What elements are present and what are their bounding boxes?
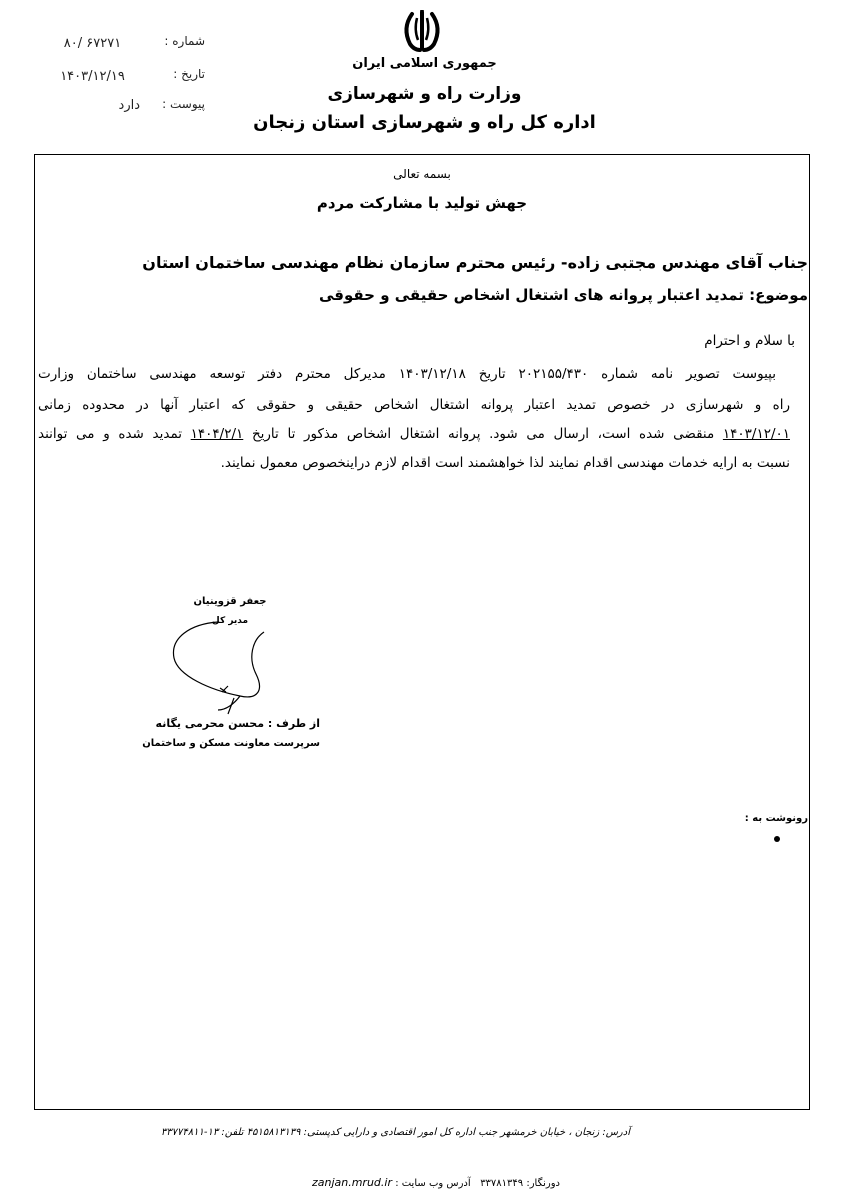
iran-emblem-icon [398, 8, 446, 54]
body-line-3 [38, 426, 790, 442]
office-name: اداره کل راه و شهرسازی استان زنجان [253, 112, 596, 133]
ministry-name: وزارت راه و شهرسازی [327, 84, 522, 104]
signer-name: جعفر قزوینیان [193, 596, 267, 607]
country-name: جمهوری اسلامی ایران [352, 56, 497, 71]
extension-date: ۱۴۰۴/۲/۱ [190, 426, 244, 442]
footer-address: آدرس: زنجان ، خیابان خرمشهر جنب اداره کل امور اقتصادی و دارایی کدپستی: ۴۵۱۵۸۱۳۱۳۹ تلفن: ۱۳-۳۳۷۷۴۸۱۱ [160, 1127, 630, 1138]
date-label: تاریخ : [173, 67, 205, 81]
footer-fax: دورنگار: ۳۳۷۸۱۳۴۹ [480, 1178, 560, 1189]
footer-web-row [250, 1176, 560, 1189]
body-line-4: نسبت به ارایه خدمات مهندسی اقدام نمایند لذا خواهشمند است اقدام لازم دراینخصوص معمول نمایند. [220, 455, 790, 471]
letter-number: ۸۰/ ۶۷۲۷۱ [63, 36, 122, 51]
expiry-date: ۱۴۰۳/۱۲/۰۱ [722, 426, 790, 442]
signer-title: مدیر کل [211, 616, 249, 626]
basmala: بسمه تعالی [393, 167, 451, 181]
body-line-3-end: تمدید شده و می توانند [38, 426, 191, 442]
recipient-line: جناب آقای مهندس مجتبی زاده- رئیس محترم سازمان نظام مهندسی ساختمان استان [142, 253, 808, 272]
attachment-label: پیوست : [162, 97, 205, 111]
body-line-3-middle: منقضی شده است، ارسال می شود. پروانه اشتغال اشخاص مذکور تا تاریخ [243, 426, 723, 442]
website-label: آدرس وب سایت : [395, 1178, 471, 1189]
slogan: جهش تولید با مشارکت مردم [316, 194, 528, 212]
cc-label: رونوشت به : [744, 813, 808, 824]
attachment-value: دارد [118, 98, 140, 113]
body-line-1: بپیوست تصویر نامه شماره ۲۰۲۱۵۵/۴۳۰ تاریخ ۱۴۰۳/۱۲/۱۸ مدیرکل محترم دفتر توسعه مهندسی ساختمان وزارت [38, 366, 776, 382]
on-behalf-role: سرپرست معاونت مسکن و ساختمان [142, 738, 320, 749]
handwritten-signature [160, 618, 290, 718]
greeting: با سلام و احترام [704, 333, 795, 349]
number-label: شماره : [164, 34, 205, 48]
on-behalf-of: از طرف : محسن محرمی یگانه [155, 717, 320, 730]
cc-bullet-icon [774, 836, 780, 842]
letter-date: ۱۴۰۳/۱۲/۱۹ [60, 69, 125, 84]
body-line-2: راه و شهرسازی در خصوص تمدید اعتبار پروانه اشتغال اشخاص حقیقی و حقوقی که اعتبار آنها در محدوده زمانی [38, 397, 790, 413]
subject-line: موضوع: تمدید اعتبار پروانه های اشتغال اشخاص حقیقی و حقوقی [318, 286, 808, 304]
website-url: zanjan.mrud.ir [311, 1176, 392, 1189]
